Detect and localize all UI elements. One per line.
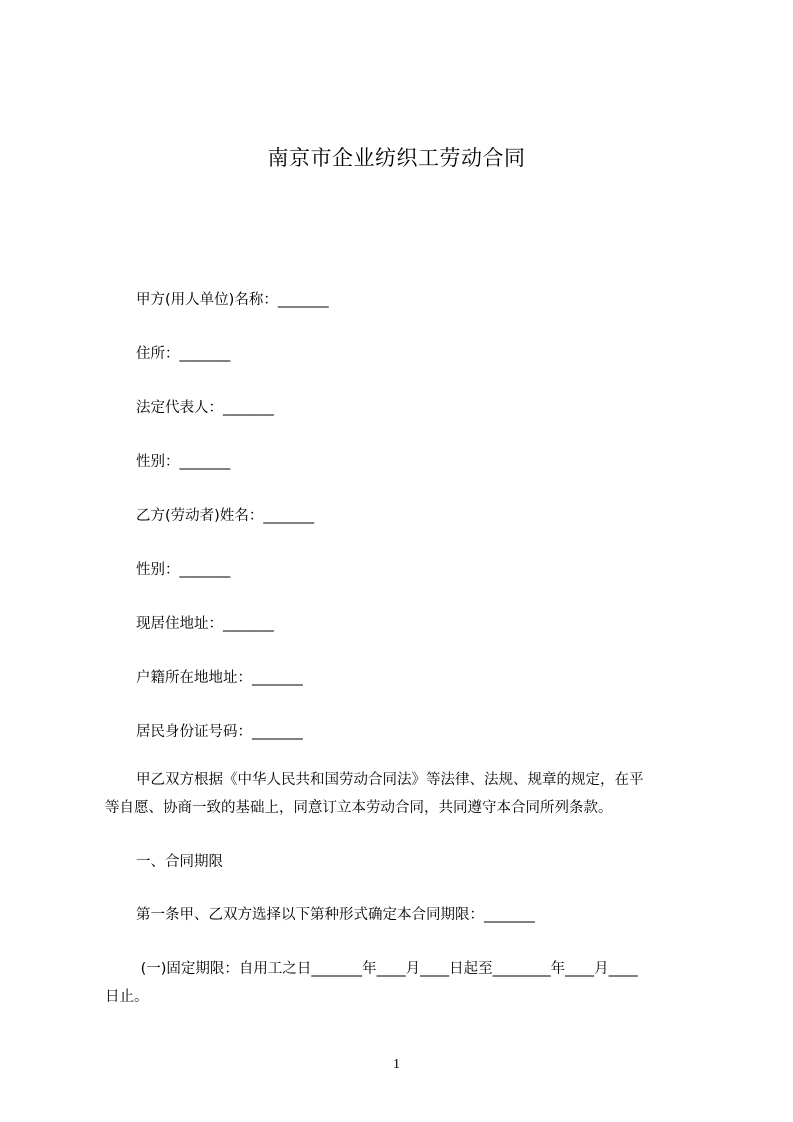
field-representative-gender: 性别：_______ <box>136 454 231 470</box>
field-current-address: 现居住地址：_______ <box>136 616 274 632</box>
field-employee-gender: 性别：_______ <box>136 562 231 578</box>
section-heading-contract-term: 一、合同期限 <box>136 854 223 870</box>
field-household-address: 户籍所在地地址：_______ <box>136 670 303 686</box>
field-legal-representative: 法定代表人：_______ <box>136 400 274 416</box>
article-1-text: 第一条甲、乙双方选择以下第种形式确定本合同期限：_______ <box>136 907 535 923</box>
field-employer-address: 住所：_______ <box>136 346 231 362</box>
fixed-term-line-2: 日止。 <box>105 989 149 1005</box>
fixed-term-line-1: (一)固定期限：自用工之日_______年____月____日起至________年____月____ <box>136 961 638 977</box>
field-employee-name: 乙方(劳动者)姓名：_______ <box>136 508 315 524</box>
page-number: 1 <box>393 1057 400 1072</box>
field-id-number: 居民身份证号码：_______ <box>136 724 303 740</box>
intro-paragraph-line-1: 甲乙双方根据《中华人民共和国劳动合同法》等法律、法规、规章的规定，在平 <box>136 772 644 788</box>
document-title: 南京市企业纺织工劳动合同 <box>267 146 526 170</box>
intro-paragraph-line-2: 等自愿、协商一致的基础上，同意订立本劳动合同，共同遵守本合同所列条款。 <box>105 800 613 816</box>
field-employer-name: 甲方(用人单位)名称：_______ <box>136 292 329 308</box>
